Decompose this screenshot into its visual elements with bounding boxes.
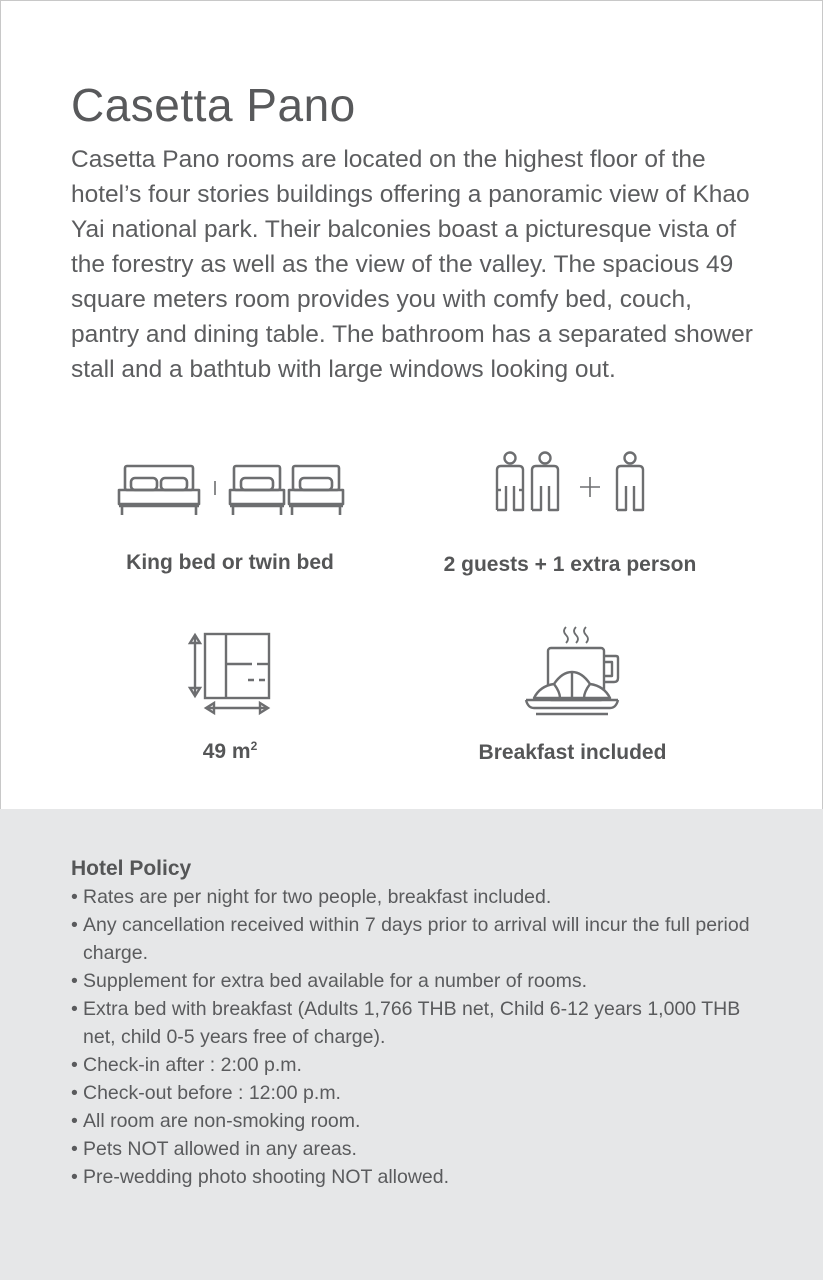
bed-label: King bed or twin bed: [126, 551, 334, 574]
policy-item: • Pets NOT allowed in any areas.: [71, 1135, 771, 1163]
policy-item: • Extra bed with breakfast (Adults 1,766 THB net, Child 6-12 years 1,000 THB net, child 0-5 years free of charge).: [71, 995, 771, 1051]
feature-guests: [420, 450, 720, 576]
breakfast-icon: [450, 622, 695, 722]
bed-icon: [100, 462, 360, 522]
policy-title: Hotel Policy: [71, 857, 192, 880]
policy-item: • Any cancellation received within 7 days prior to arrival will incur the full period charge.: [71, 911, 771, 967]
breakfast-label: Breakfast included: [478, 741, 667, 764]
feature-area: [130, 628, 330, 763]
feature-bed: [100, 462, 360, 574]
guests-icon: [420, 450, 720, 520]
guests-label: 2 guests + 1 extra person: [443, 553, 697, 576]
room-description: Casetta Pano rooms are located on the highest floor of the hotel’s four stories buildings offering a panoramic view of Khao Yai national park. Their balconies boast a picturesque vista of the forestry as well as the view of the valley. The spacious 49 square meters room provides you with comfy bed, couch, pantry and dining table. The bathroom has a separated shower stall and a bathtub with large windows looking out.: [71, 146, 753, 383]
policy-list: [71, 883, 771, 1191]
policy-item: • Check-out before : 12:00 p.m.: [71, 1079, 771, 1107]
area-unit-superscript: 2: [250, 739, 258, 753]
feature-breakfast: [450, 622, 695, 764]
room-title: Casetta Pano: [71, 79, 356, 131]
area-label: [130, 740, 330, 764]
policy-item: • Pre-wedding photo shooting NOT allowed.: [71, 1163, 771, 1191]
hotel-policy-section: [0, 809, 823, 1280]
policy-item: • Rates are per night for two people, breakfast included.: [71, 883, 771, 911]
policy-item: • All room are non-smoking room.: [71, 1107, 771, 1135]
policy-item: • Supplement for extra bed available for a number of rooms.: [71, 967, 771, 995]
policy-item: • Check-in after : 2:00 p.m.: [71, 1051, 771, 1079]
area-value: 49 m: [202, 740, 251, 763]
floor-plan-icon: [130, 628, 330, 718]
